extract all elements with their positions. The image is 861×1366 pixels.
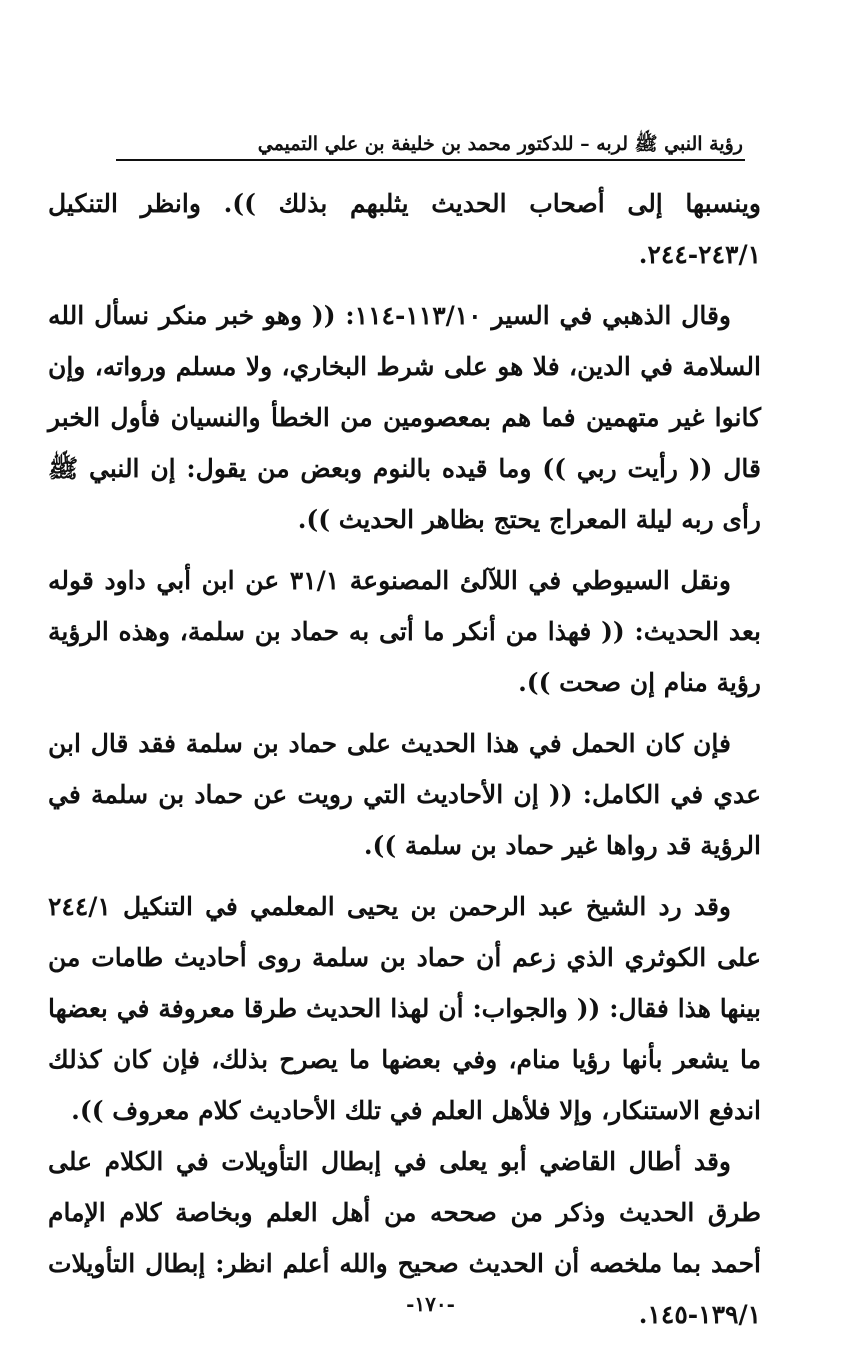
running-title: رؤية النبي ﷺ لربه – للدكتور محمد بن خليفة بن علي التميمي (257, 133, 743, 155)
paragraph-suyuti-quote: ونقل السيوطي في اللآلئ المصنوعة ٣١/١ عن ابن أبي داود قوله بعد الحديث: (( فهذا من أنكر ما أتى به حماد بن سلمة، وهذه الرؤية رؤية منام إن صحت )). (48, 566, 761, 697)
header-rule (116, 159, 745, 161)
paragraph-abu-yala: وقد أطال القاضي أبو يعلى في إبطال التأويلات في الكلام على طرق الحديث وذكر من صححه من أهل العلم وبخاصة كلام الإمام أحمد بما ملخصه أن الحديث صحيح والله أعلم انظر: إبطال التأويلات ١٣٩/١-١٤٥. (48, 1147, 761, 1329)
paragraph-muallimi-quote: وقد رد الشيخ عبد الرحمن بن يحيى المعلمي في التنكيل ٢٤٤/١ على الكوثري الذي زعم أن حماد بن سلمة روى أحاديث طامات من بينها هذا فقال: (( والجواب: أن لهذا الحديث طرقا معروفة في بعضها ما يشعر بأنها رؤيا منام، وفي بعضها ما يصرح بذلك، فإن كان كذلك اندفع الاستنكار، وإلا فلأهل العلم في تلك الأحاديث كلام معروف )). (48, 892, 761, 1125)
paragraph-ibn-adi-quote: فإن كان الحمل في هذا الحديث على حماد بن سلمة فقد قال ابن عدي في الكامل: (( إن الأحاديث التي رويت عن حماد بن سلمة في الرؤية قد رواها غير حماد بن سلمة )). (48, 729, 761, 860)
paragraph-continuation: وينسبها إلى أصحاب الحديث يثلبهم بذلك )). وانظر التنكيل ٢٤٣/١-٢٤٤. (48, 189, 761, 269)
paragraph-dhahabi-quote: وقال الذهبي في السير ١١٣/١٠-١١٤: (( وهو خبر منكر نسأل الله السلامة في الدين، فلا هو على شرط البخاري، ولا مسلم ورواته، وإن كانوا غير متهمين فما هم بمعصومين من الخطأ والنسيان فأول الخبر قال (( رأيت ربي )) وما قيده بالنوم وبعض من يقول: إن النبي ﷺ رأى ربه ليلة المعراج يحتج بظاهر الحديث )). (48, 301, 761, 534)
main-text (48, 178, 761, 1340)
page-number: -١٧٠- (406, 1292, 455, 1316)
